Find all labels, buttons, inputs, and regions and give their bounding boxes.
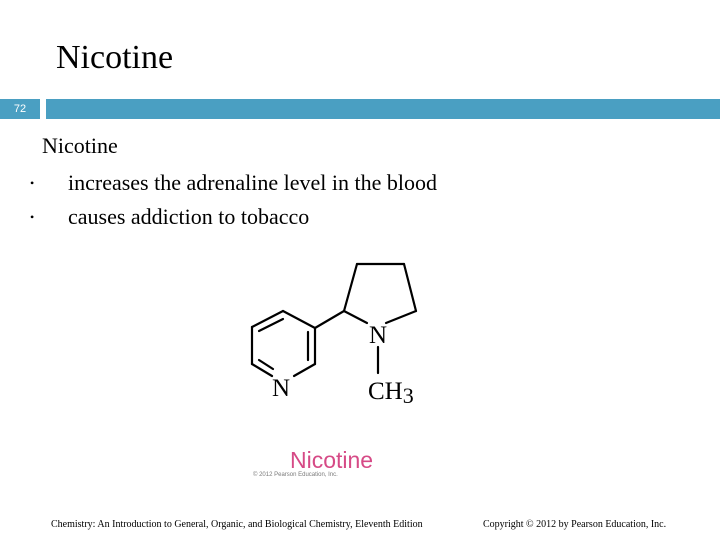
pyrrolidine-bond: [386, 311, 416, 323]
footer-book-title: Chemistry: An Introduction to General, Organic, and Biological Chemistry, Eleventh Edition: [51, 519, 423, 530]
structure-caption: Nicotine: [290, 447, 374, 473]
header-bar: [0, 99, 720, 119]
pyrrolidine-bond: [404, 264, 416, 311]
pyrrolidine-bond: [344, 311, 367, 323]
pyridine-bond: [283, 311, 315, 328]
bullet-text: increases the adrenaline level in the blood: [68, 170, 437, 195]
footer-copyright: Copyright © 2012 by Pearson Education, Inc.: [483, 519, 667, 530]
methyl-ch: CH: [368, 378, 403, 405]
pyrrolidine-n-label: N: [369, 322, 388, 349]
slide-title: Nicotine: [56, 39, 174, 76]
bullet-glyph: •: [30, 210, 35, 224]
methyl-subscript: 3: [402, 383, 414, 408]
structure-credit: © 2012 Pearson Education, Inc.: [253, 472, 338, 478]
pyridine-bond: [294, 364, 315, 376]
slide-number: 72: [0, 99, 40, 119]
pyridine-bond: [252, 311, 283, 327]
pyridine-double-bond: [259, 360, 273, 369]
ring-link-bond: [315, 311, 344, 328]
pyridine-n-label: N: [272, 375, 291, 402]
bullet-glyph: •: [30, 176, 35, 190]
pyrrolidine-bond: [344, 264, 357, 311]
bullet-text: causes addiction to tobacco: [68, 204, 310, 229]
content-heading: Nicotine: [42, 133, 118, 158]
nicotine-structure: [236, 255, 436, 415]
methyl-label: [368, 378, 414, 408]
header-band: [46, 99, 720, 119]
